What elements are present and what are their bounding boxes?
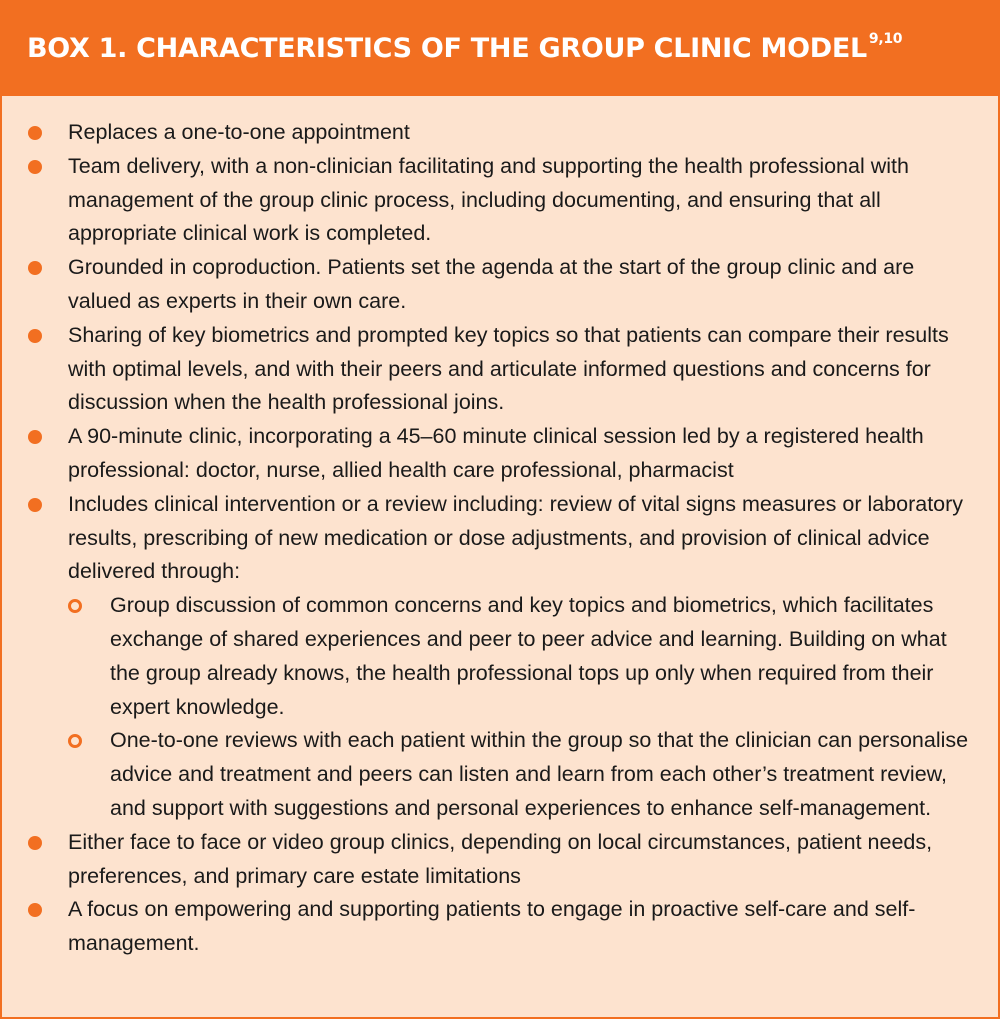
filled-circle-icon (28, 903, 42, 917)
list-item-text: Replaces a one-to-one appointment (68, 120, 410, 144)
list-item-text: Grounded in coproduction. Patients set the agenda at the start of the group clinic and are valued as experts in their own care. (68, 255, 915, 313)
list-item-text: A 90-minute clinic, incorporating a 45–60 minute clinical session led by a registered health professional: doctor, nurse, allied health care professional, pharmacist (68, 424, 924, 482)
sub-list (68, 589, 976, 826)
box-header (2, 0, 998, 96)
list-item-text: Team delivery, with a non-clinician facilitating and supporting the health professional with management of the group clinic process, including documenting, and ensuring that all appropriate clinical work is completed. (68, 153, 909, 246)
characteristics-list (2, 116, 998, 961)
list-item (2, 893, 998, 961)
list-item (2, 420, 998, 488)
list-item-text: Includes clinical intervention or a review including: review of vital signs measures or laboratory results, prescribing of new medication or dose adjustments, and provision of clinical advice delivered through: (68, 491, 964, 584)
filled-circle-icon (28, 836, 42, 850)
list-item-text: Sharing of key biometrics and prompted key topics so that patients can compare their results with optimal levels, and with their peers and articulate informed questions and concerns for discussion when the health professional joins. (68, 322, 949, 415)
sub-list-item (68, 724, 976, 825)
filled-circle-icon (28, 261, 42, 275)
box-content (2, 96, 998, 961)
list-item (2, 319, 998, 420)
list-item (2, 150, 998, 251)
sub-list-item-text: One-to-one reviews with each patient within the group so that the clinician can personalise advice and treatment and peers can listen and learn from each other’s treatment review, and support with suggestions and personal experiences to enhance self-management. (110, 728, 969, 820)
list-item (2, 251, 998, 319)
list-item (2, 116, 998, 150)
list-item (2, 488, 998, 826)
list-item-text: A focus on empowering and supporting patients to engage in proactive self-care and self-management. (68, 897, 916, 956)
filled-circle-icon (28, 329, 42, 343)
filled-circle-icon (28, 430, 42, 444)
title-reference-superscript: 9,10 (868, 30, 903, 47)
sub-list-item-text: Group discussion of common concerns and key topics and biometrics, which facilitates exchange of shared experiences and peer to peer advice and learning. Building on what the group already knows, the health professional tops up only when required from their expert knowledge. (110, 593, 947, 719)
sub-list-item (68, 589, 976, 724)
ring-circle-icon (68, 734, 82, 748)
ring-circle-icon (68, 599, 82, 613)
list-item-text: Either face to face or video group clinics, depending on local circumstances, patient needs, preferences, and primary care estate limitations (68, 829, 933, 888)
filled-circle-icon (28, 160, 42, 174)
filled-circle-icon (28, 126, 42, 140)
box-title (27, 30, 903, 64)
list-item (2, 826, 998, 894)
box-title-text: BOX 1. CHARACTERISTICS OF THE GROUP CLINIC MODEL (27, 32, 867, 64)
filled-circle-icon (28, 498, 42, 512)
